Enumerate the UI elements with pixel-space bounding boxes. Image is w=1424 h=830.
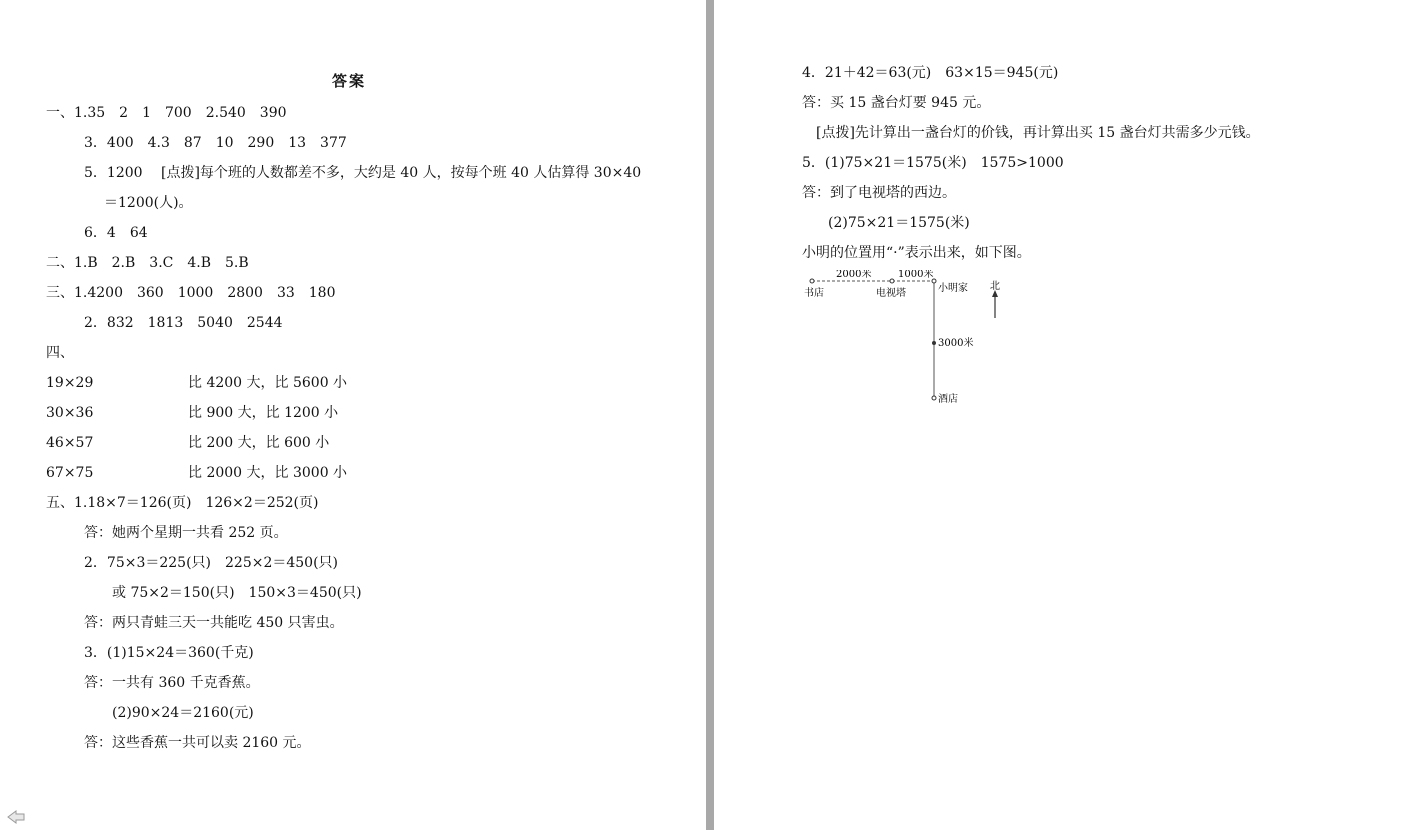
answer-line: ＝1200(人)。 (104, 195, 193, 211)
answer-line: 4．21＋42＝63(元) 63×15＝945(元) (802, 65, 1059, 81)
right-page (714, 0, 1424, 830)
answer-line: 5．1200 [点拨]每个班的人数都差不多，大约是 40 人，按每个班 40 人估算得 30×40 (84, 165, 642, 181)
hotel-point (932, 396, 936, 400)
estimate-expr: 19×29 (46, 375, 94, 391)
left-page (0, 0, 706, 830)
answer-line: 答：一共有 360 千克香蕉。 (84, 675, 260, 691)
estimate-range: 比 4200 大，比 5600 小 (188, 375, 348, 391)
map-label-hotel: 酒店 (938, 394, 958, 405)
answer-line: [点拨]先计算出一盏台灯的价钱，再计算出买 15 盏台灯共需多少元钱。 (816, 125, 1260, 141)
estimate-range: 比 900 大，比 1200 小 (188, 405, 339, 421)
tv-tower-point (890, 279, 894, 283)
answer-line: (2)90×24＝2160(元) (112, 705, 254, 721)
answer-line: 答：她两个星期一共看 252 页。 (84, 525, 288, 541)
answer-line: 答：买 15 盏台灯要 945 元。 (802, 95, 991, 111)
answer-line: 3．(1)15×24＝360(千克) (84, 645, 254, 661)
answer-line: 五、1.18×7＝126(页) 126×2＝252(页) (46, 495, 319, 511)
map-label-tv-tower: 电视塔 (876, 288, 906, 299)
map-distance-1000: 1000米 (898, 270, 934, 280)
page-divider (706, 0, 714, 830)
map-label-home: 小明家 (938, 283, 968, 294)
answer-line: 2．832 1813 5040 2544 (84, 315, 283, 331)
map-distance-3000: 3000米 (938, 338, 974, 349)
answer-line: 2．75×3＝225(只) 225×2＝450(只) (84, 555, 339, 571)
map-label-bookstore: 书店 (804, 288, 824, 299)
answer-line: 一、1.35 2 1 700 2.540 390 (46, 105, 287, 121)
location-map-diagram (804, 270, 1014, 410)
bookstore-point (810, 279, 814, 283)
answer-line: 四、 (46, 345, 74, 361)
answer-line: 6．4 64 (84, 225, 148, 241)
answer-line: 答：这些香蕉一共可以卖 2160 元。 (84, 735, 311, 751)
answer-line: 或 75×2＝150(只) 150×3＝450(只) (112, 585, 362, 601)
answer-line: 小明的位置用“·”表示出来，如下图。 (802, 245, 1031, 261)
estimate-expr: 30×36 (46, 405, 94, 421)
map-distance-2000: 2000米 (836, 270, 872, 280)
answer-line: 三、1.4200 360 1000 2800 33 180 (46, 285, 336, 301)
answer-line: (2)75×21＝1575(米) (828, 215, 970, 231)
back-arrow-icon[interactable] (6, 808, 26, 826)
xiaoming-position-point (932, 341, 936, 345)
estimate-range: 比 2000 大，比 3000 小 (188, 465, 348, 481)
answer-line: 3．400 4.3 87 10 290 13 377 (84, 135, 347, 151)
answer-line: 5．(1)75×21＝1575(米) 1575>1000 (802, 155, 1064, 171)
map-label-north: 北 (990, 281, 1000, 292)
estimate-expr: 67×75 (46, 465, 94, 481)
page-title: 答案 (332, 72, 367, 90)
estimate-range: 比 200 大，比 600 小 (188, 435, 330, 451)
answer-line: 二、1.B 2.B 3.C 4.B 5.B (46, 255, 249, 271)
estimate-expr: 46×57 (46, 435, 94, 451)
answer-line: 答：到了电视塔的西边。 (802, 185, 956, 201)
answer-line: 答：两只青蛙三天一共能吃 450 只害虫。 (84, 615, 344, 631)
